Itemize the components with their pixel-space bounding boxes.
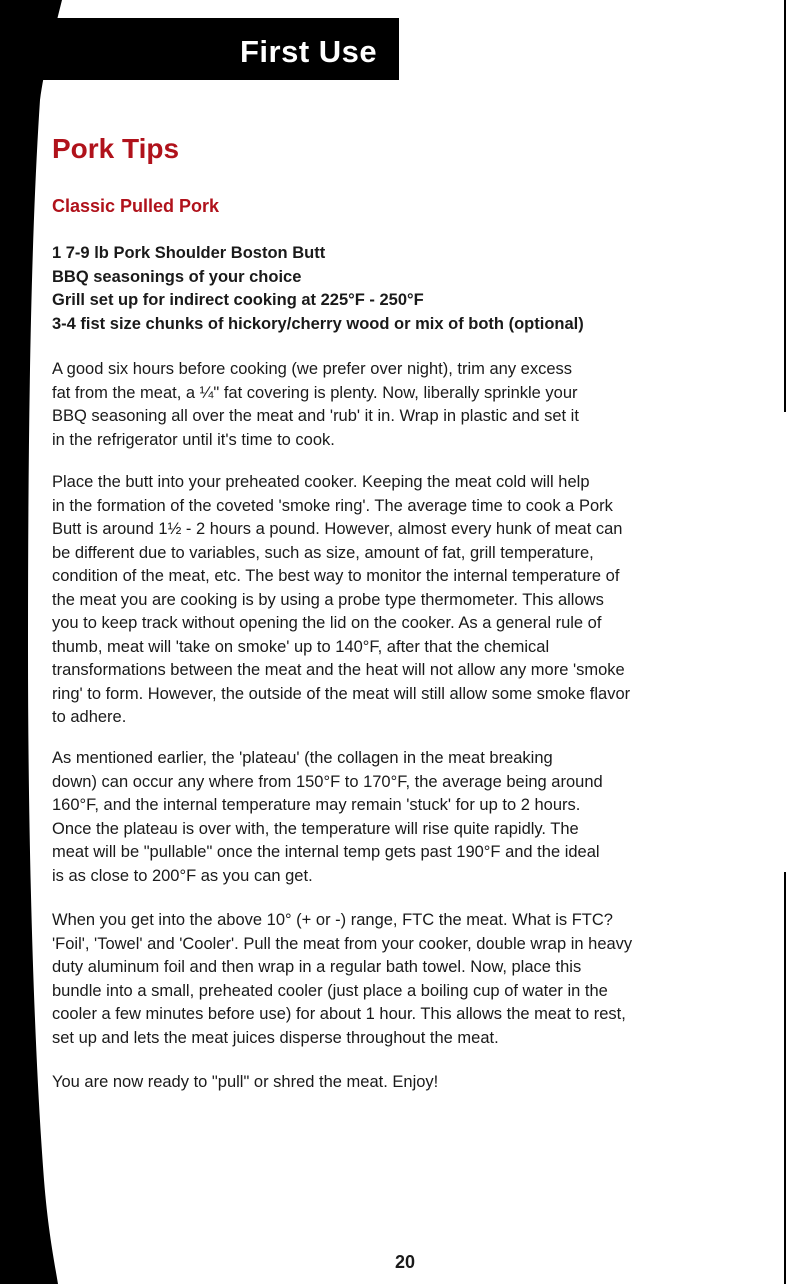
text-line: cooler a few minutes before use) for about 1 hour. This allows the meat to rest, [52,1005,626,1023]
text-line: 160°F, and the internal temperature may remain 'stuck' for up to 2 hours. [52,796,581,814]
text-line: meat will be "pullable" once the internal temp gets past 190°F and the ideal [52,843,600,861]
text-line: in the refrigerator until it's time to cook. [52,430,335,449]
text-line: A good six hours before cooking (we prefer over night), trim any excess [52,360,572,378]
ingredient-item: BBQ seasonings of your choice [52,267,302,286]
text-line: down) can occur any where from 150°F to 170°F, the average being around [52,772,603,791]
paragraph-prep [52,358,579,452]
text-line: As mentioned earlier, the 'plateau' (the collagen in the meat breaking [52,749,553,767]
text-line: bundle into a small, preheated cooler (just place a boiling cup of water in the [52,981,608,1000]
text-line: fat from the meat, a ¼" fat covering is plenty. Now, liberally sprinkle your [52,383,578,402]
paragraph-cooking [52,471,630,730]
page-heading: Pork Tips [52,133,180,164]
text-line: Place the butt into your preheated cooker. Keeping the meat cold will help [52,473,590,491]
text-line: Butt is around 1½ - 2 hours a pound. However, almost every hunk of meat can [52,520,623,538]
text-line: BBQ seasoning all over the meat and 'rub' it in. Wrap in plastic and set it [52,407,579,425]
text-line: condition of the meat, etc. The best way to monitor the internal temperature of [52,567,620,585]
recipe-title: Classic Pulled Pork [52,196,220,216]
text-line: 'Foil', 'Towel' and 'Cooler'. Pull the meat from your cooker, double wrap in heavy [52,934,633,953]
ingredient-item: 3-4 fist size chunks of hickory/cherry wood or mix of both (optional) [52,314,584,333]
paragraph-plateau [52,747,603,888]
text-line: Once the plateau is over with, the temperature will rise quite rapidly. The [52,819,579,838]
ingredient-item: 1 7-9 lb Pork Shoulder Boston Butt [52,244,326,262]
paragraph-finish [52,1071,438,1095]
text-line: in the formation of the coveted 'smoke ring'. The average time to cook a Pork [52,496,613,515]
text-line: ring' to form. However, the outside of the meat will still allow some smoke flavor [52,684,631,703]
text-line: You are now ready to "pull" or shred the meat. Enjoy! [52,1073,439,1091]
text-line: to adhere. [52,708,127,726]
paragraph-ftc [52,909,632,1050]
text-line: be different due to variables, such as size, amount of fat, grill temperature, [52,543,594,562]
text-line: the meat you are cooking is by using a probe type thermometer. This allows [52,590,604,609]
ingredient-list [52,242,584,336]
page-number: 20 [395,1252,416,1272]
section-title: First Use [240,34,378,69]
text-line: thumb, meat will 'take on smoke' up to 140°F, after that the chemical [52,637,550,656]
text-line: set up and lets the meat juices disperse throughout the meat. [52,1028,499,1047]
ingredient-item: Grill set up for indirect cooking at 225°F - 250°F [52,291,424,309]
text-line: When you get into the above 10° (+ or -) range, FTC the meat. What is FTC? [52,911,613,929]
text-line: is as close to 200°F as you can get. [52,866,313,885]
text-line: transformations between the meat and the heat will not allow any more 'smoke [52,661,625,679]
text-line: you to keep track without opening the lid on the cooker. As a general rule of [52,614,602,632]
text-line: duty aluminum foil and then wrap in a regular bath towel. Now, place this [52,958,582,976]
